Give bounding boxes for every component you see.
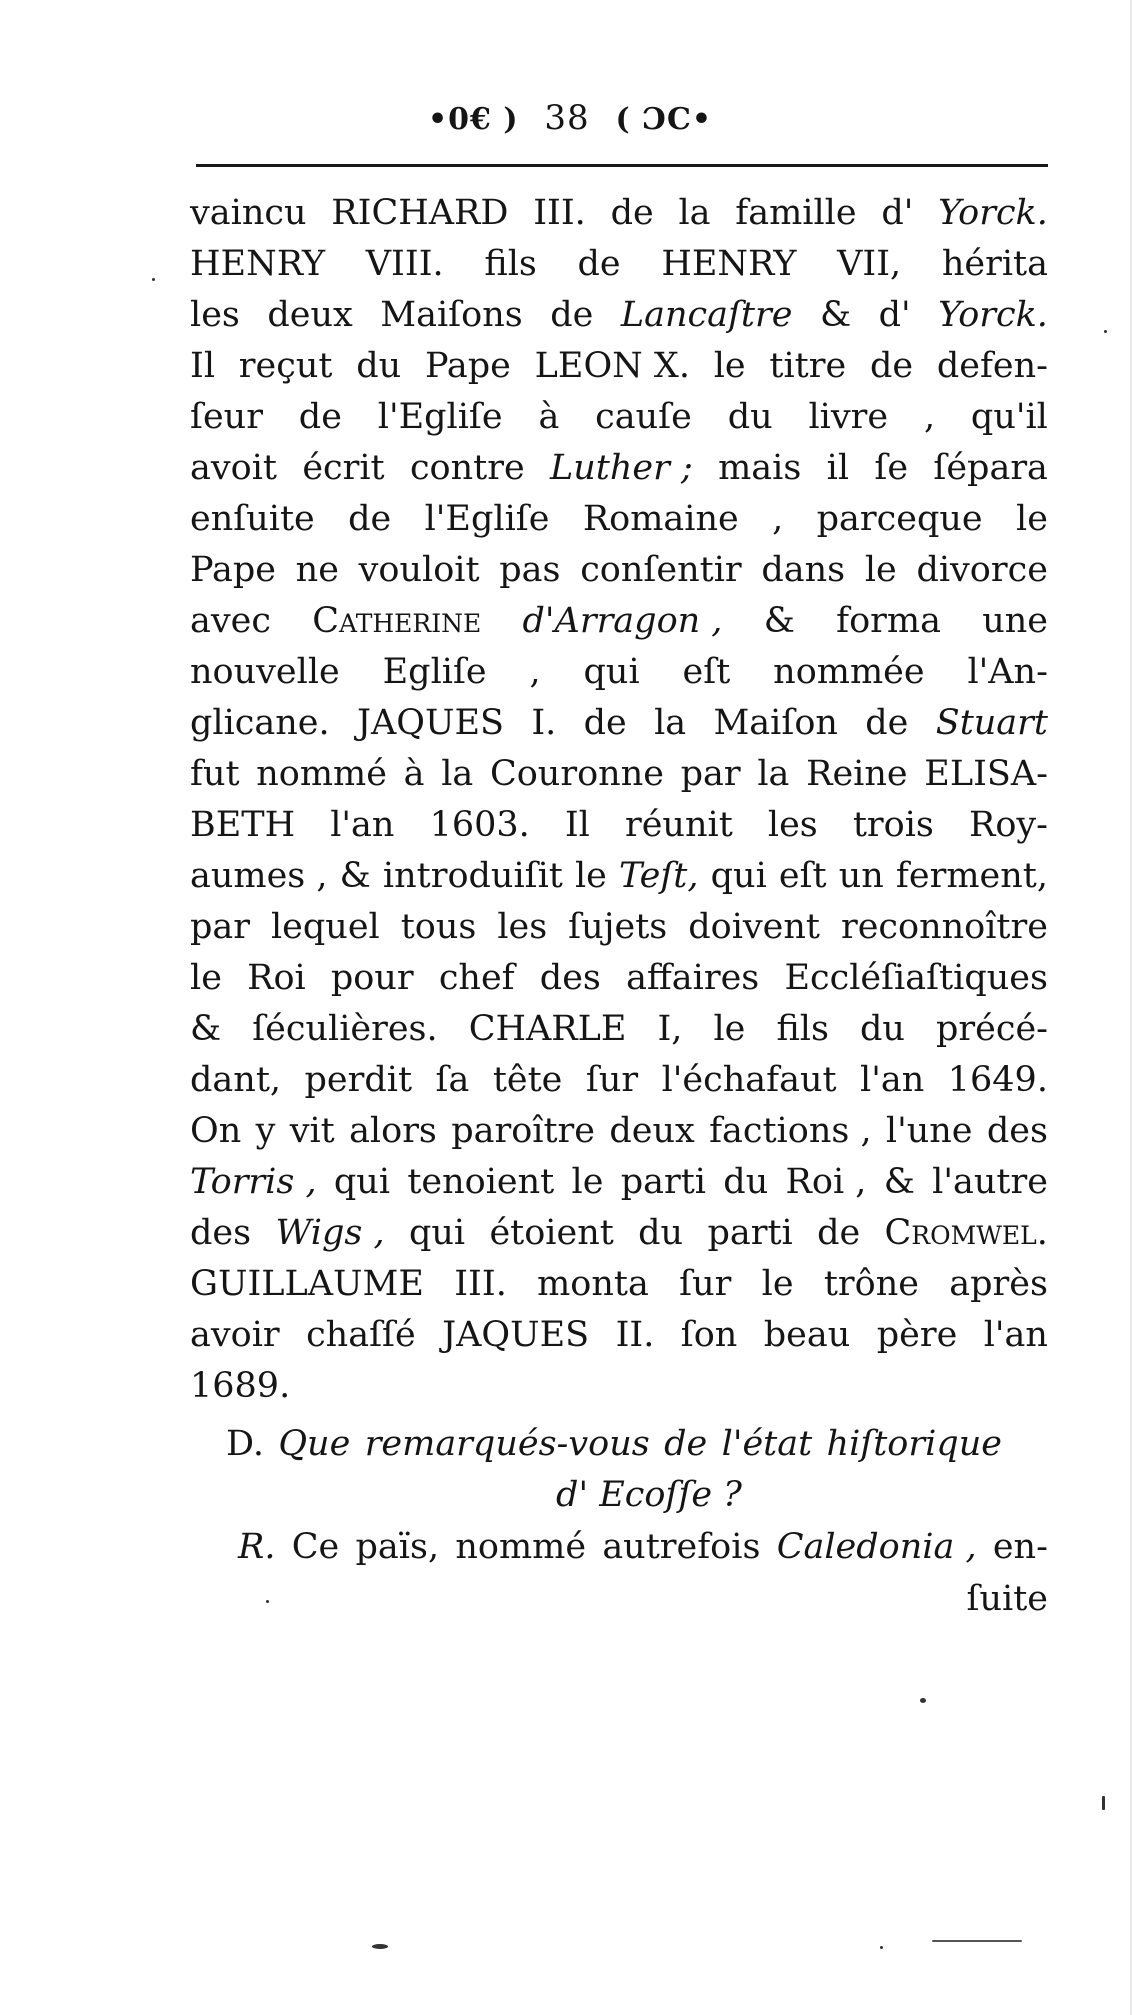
word: GUILLAUME <box>190 1264 424 1304</box>
word: Cromwel. <box>884 1213 1048 1253</box>
text-line <box>190 290 1048 341</box>
word: chaſſé <box>306 1315 416 1355</box>
word: & <box>339 856 371 896</box>
word: par <box>190 907 251 947</box>
word: l'autre <box>932 1162 1048 1202</box>
word: le <box>1016 499 1048 539</box>
word: des <box>986 1111 1048 1151</box>
text-line <box>190 1004 1048 1055</box>
word: 1689. <box>190 1366 291 1406</box>
word: forma <box>836 601 941 641</box>
word: ſon <box>680 1315 738 1355</box>
word: Reine <box>806 754 908 794</box>
word: y <box>255 1111 276 1151</box>
word: deux <box>609 1111 695 1151</box>
word: des <box>539 958 601 998</box>
word: avoir <box>190 1315 280 1355</box>
word: après <box>949 1264 1048 1304</box>
word: nommée <box>773 652 925 692</box>
word: en- <box>992 1527 1048 1567</box>
word: de <box>865 703 909 743</box>
word: , <box>923 397 936 437</box>
word: du <box>638 1213 684 1253</box>
word: un <box>838 856 884 896</box>
word: hiſtorique <box>826 1424 1002 1464</box>
word: titre <box>769 346 847 386</box>
text-line <box>190 698 1048 749</box>
word: VII, <box>837 244 902 284</box>
text-line <box>190 188 1048 239</box>
word: réunit <box>624 805 733 845</box>
word: Pape <box>190 550 276 590</box>
text-line <box>190 1208 1048 1259</box>
word: qui <box>408 1213 466 1253</box>
word: glicane. <box>190 703 330 743</box>
word: de <box>610 193 654 233</box>
print-speck <box>880 1946 883 1949</box>
word: le <box>864 550 897 590</box>
word: parti <box>620 1162 706 1202</box>
print-speck <box>920 1698 926 1703</box>
word: l'An- <box>967 652 1048 692</box>
word: l'Egliſe <box>424 499 550 539</box>
question-label: D. <box>226 1424 264 1464</box>
text-line <box>190 392 1048 443</box>
print-speck <box>932 1940 1022 1942</box>
word: avec <box>190 601 271 641</box>
word: parceque <box>816 499 983 539</box>
word: Il <box>190 346 216 386</box>
word: reçut <box>238 346 333 386</box>
word: & <box>883 1162 915 1202</box>
word: divorce <box>916 550 1048 590</box>
word: d'Arragon , <box>522 601 723 641</box>
word: , <box>772 499 784 539</box>
word: ELISA- <box>924 754 1048 794</box>
word: de <box>817 1213 861 1253</box>
word: & <box>190 1009 222 1049</box>
word: l'Egliſe <box>377 397 503 437</box>
print-speck <box>152 278 155 281</box>
word: Teſt, <box>619 856 699 896</box>
word: deux <box>267 295 353 335</box>
word: III. <box>533 193 586 233</box>
word: vouloit <box>358 550 480 590</box>
word: l'an <box>983 1315 1048 1355</box>
text-line <box>190 545 1048 596</box>
word: 1603. <box>429 805 530 845</box>
word: à <box>403 754 425 794</box>
word: Que <box>278 1424 351 1464</box>
word: reconnoître <box>840 907 1048 947</box>
word: remarqués-vous <box>364 1424 650 1464</box>
word: BETH <box>190 805 296 845</box>
word: II. <box>615 1315 655 1355</box>
word: HENRY <box>190 244 326 284</box>
page-header <box>0 98 1140 140</box>
word: tous <box>400 907 477 947</box>
word: On <box>190 1111 242 1151</box>
word: ſujets <box>568 907 668 947</box>
word: nouvelle <box>190 652 340 692</box>
word: Roy- <box>968 805 1048 845</box>
word: nommé <box>256 754 387 794</box>
word: ſépara <box>933 448 1048 488</box>
word: eſt <box>778 856 827 896</box>
word: eſt <box>682 652 731 692</box>
word: 1649. <box>947 1060 1048 1100</box>
word: la <box>757 754 790 794</box>
word: dans <box>761 550 846 590</box>
word: Eccléſiaſtiques <box>784 958 1048 998</box>
text-line <box>190 953 1048 1004</box>
body-text <box>190 188 1048 1412</box>
word: Yorck. <box>938 193 1048 233</box>
word: ſeur <box>190 397 263 437</box>
word: tenoient <box>407 1162 555 1202</box>
word: le <box>574 856 607 896</box>
word: cauſe <box>595 397 692 437</box>
word: l'état <box>721 1424 813 1464</box>
word: nommé <box>455 1527 587 1567</box>
word: I. <box>531 703 557 743</box>
word: JAQUES <box>442 1315 590 1355</box>
print-speck <box>1102 1796 1105 1810</box>
word: de <box>583 703 627 743</box>
text-line <box>190 1259 1048 1310</box>
word: alors <box>349 1111 437 1151</box>
word: étoient <box>489 1213 614 1253</box>
word: d' <box>881 193 914 233</box>
header-rule <box>196 164 1048 167</box>
answer-line-2: ſuite <box>966 1579 1048 1619</box>
word: l'an <box>860 1060 925 1100</box>
text-line <box>190 596 1048 647</box>
word: Couronne <box>489 754 664 794</box>
header-ornament-left: •0€ ) <box>427 102 519 137</box>
word: l'échafaut <box>661 1060 837 1100</box>
word: ferment, <box>895 856 1048 896</box>
text-line <box>190 494 1048 545</box>
word: fut <box>190 754 240 794</box>
word: autrefois <box>602 1527 761 1567</box>
word: , <box>529 652 541 692</box>
word: parti <box>707 1213 793 1253</box>
word: Catherine <box>312 601 482 641</box>
word: les <box>767 805 818 845</box>
word: Pape <box>424 346 511 386</box>
text-line <box>190 239 1048 290</box>
question-line-1 <box>190 1419 1048 1470</box>
word: avoit <box>190 448 277 488</box>
word: Roi , <box>785 1162 867 1202</box>
word: une <box>982 601 1048 641</box>
word: de <box>577 244 621 284</box>
word: du <box>727 397 773 437</box>
print-speck <box>1104 330 1107 333</box>
word: Romaine <box>582 499 739 539</box>
word: à <box>538 397 560 437</box>
word: & <box>763 601 795 641</box>
word: contre <box>409 448 525 488</box>
print-speck <box>372 1944 388 1949</box>
word: perdit <box>304 1060 413 1100</box>
text-line <box>190 1310 1048 1361</box>
word: conſentir <box>580 550 742 590</box>
word: JAQUES <box>356 703 505 743</box>
word: hérita <box>941 244 1048 284</box>
word: de <box>550 295 594 335</box>
word: monta <box>537 1264 649 1304</box>
word: l'an <box>330 805 395 845</box>
word: & <box>819 295 852 335</box>
word: RICHARD <box>331 193 509 233</box>
word: Luther ; <box>550 448 693 488</box>
answer-label: R. <box>238 1527 276 1567</box>
word: chef <box>438 958 515 998</box>
text-line <box>190 902 1048 953</box>
word: Maiſons <box>380 295 523 335</box>
word: Yorck. <box>938 295 1048 335</box>
word: par <box>680 754 741 794</box>
word: ſe <box>874 448 909 488</box>
page-edge-line <box>1130 0 1132 2015</box>
header-ornament-right: ( ƆC• <box>615 102 713 137</box>
word: des <box>190 1213 252 1253</box>
word: Caledonia , <box>776 1527 977 1567</box>
word: beau <box>763 1315 851 1355</box>
word: Maiſon <box>713 703 838 743</box>
word: Lancaſtre <box>620 295 793 335</box>
word: affaires <box>626 958 760 998</box>
text-line <box>190 851 1048 902</box>
word: Il <box>564 805 590 845</box>
word: introduiſit <box>382 856 563 896</box>
word: le <box>713 346 746 386</box>
word: Egliſe <box>382 652 487 692</box>
word: Torris , <box>190 1162 317 1202</box>
text-line <box>190 443 1048 494</box>
word: le <box>190 958 222 998</box>
word: il <box>826 448 850 488</box>
word: père <box>876 1315 958 1355</box>
word: III. <box>454 1264 507 1304</box>
word: la <box>441 754 474 794</box>
answer-line-1 <box>190 1522 1048 1573</box>
word: Wigs , <box>275 1213 385 1253</box>
word: ne <box>295 550 339 590</box>
print-speck <box>266 1600 269 1603</box>
word: le <box>571 1162 604 1202</box>
word: factions , <box>709 1111 872 1151</box>
word: CHARLE <box>468 1009 627 1049</box>
text-line <box>190 800 1048 851</box>
word: les <box>190 295 240 335</box>
word: LEON X. <box>534 346 690 386</box>
text-line <box>190 341 1048 392</box>
word: aumes , <box>190 856 328 896</box>
word: de <box>348 499 392 539</box>
word: trône <box>823 1264 919 1304</box>
page-number: 38 <box>544 98 590 138</box>
word: païs, <box>355 1527 440 1567</box>
word: famille <box>735 193 857 233</box>
word: pas <box>499 550 561 590</box>
word: de <box>298 397 342 437</box>
word: d' <box>878 295 911 335</box>
word: Roi <box>247 958 306 998</box>
word: vit <box>289 1111 335 1151</box>
word: de <box>664 1424 708 1464</box>
word: Stuart <box>935 703 1048 743</box>
word: doivent <box>688 907 820 947</box>
word: de <box>869 346 914 386</box>
word: Ce <box>291 1527 340 1567</box>
word: qu'il <box>970 397 1048 437</box>
word: livre <box>808 397 889 437</box>
word: defen- <box>936 346 1048 386</box>
word: enſuite <box>190 499 315 539</box>
text-line <box>190 1157 1048 1208</box>
word: dant, <box>190 1060 282 1100</box>
word: ſa <box>435 1060 470 1100</box>
word: du <box>723 1162 769 1202</box>
word: qui <box>710 856 767 896</box>
word: du <box>356 346 402 386</box>
word: précé- <box>936 1009 1048 1049</box>
word: du <box>860 1009 905 1049</box>
text-line <box>190 1106 1048 1157</box>
word: les <box>497 907 548 947</box>
word: ſur <box>585 1060 639 1100</box>
word: qui <box>333 1162 391 1202</box>
text-line <box>190 647 1048 698</box>
word: I, <box>657 1009 683 1049</box>
word: lequel <box>270 907 380 947</box>
word: HENRY <box>661 244 797 284</box>
word: la <box>678 193 711 233</box>
word: le <box>761 1264 794 1304</box>
word: fils <box>484 244 537 284</box>
question-line-2: d' Ecoſſe ? <box>556 1475 742 1515</box>
word: trois <box>852 805 934 845</box>
text-line <box>190 1361 1048 1412</box>
word: le <box>713 1009 746 1049</box>
word: vaincu <box>190 193 307 233</box>
word: tête <box>492 1060 563 1100</box>
text-line <box>190 1055 1048 1106</box>
word: l'une <box>885 1111 973 1151</box>
word: ſéculières. <box>252 1009 438 1049</box>
word: pour <box>330 958 414 998</box>
word: la <box>654 703 687 743</box>
word: fils <box>776 1009 829 1049</box>
text-line <box>190 749 1048 800</box>
word: mais <box>718 448 802 488</box>
word: qui <box>583 652 640 692</box>
word: écrit <box>302 448 385 488</box>
word: VIII. <box>365 244 444 284</box>
word: paroître <box>451 1111 595 1151</box>
word: ſur <box>679 1264 732 1304</box>
